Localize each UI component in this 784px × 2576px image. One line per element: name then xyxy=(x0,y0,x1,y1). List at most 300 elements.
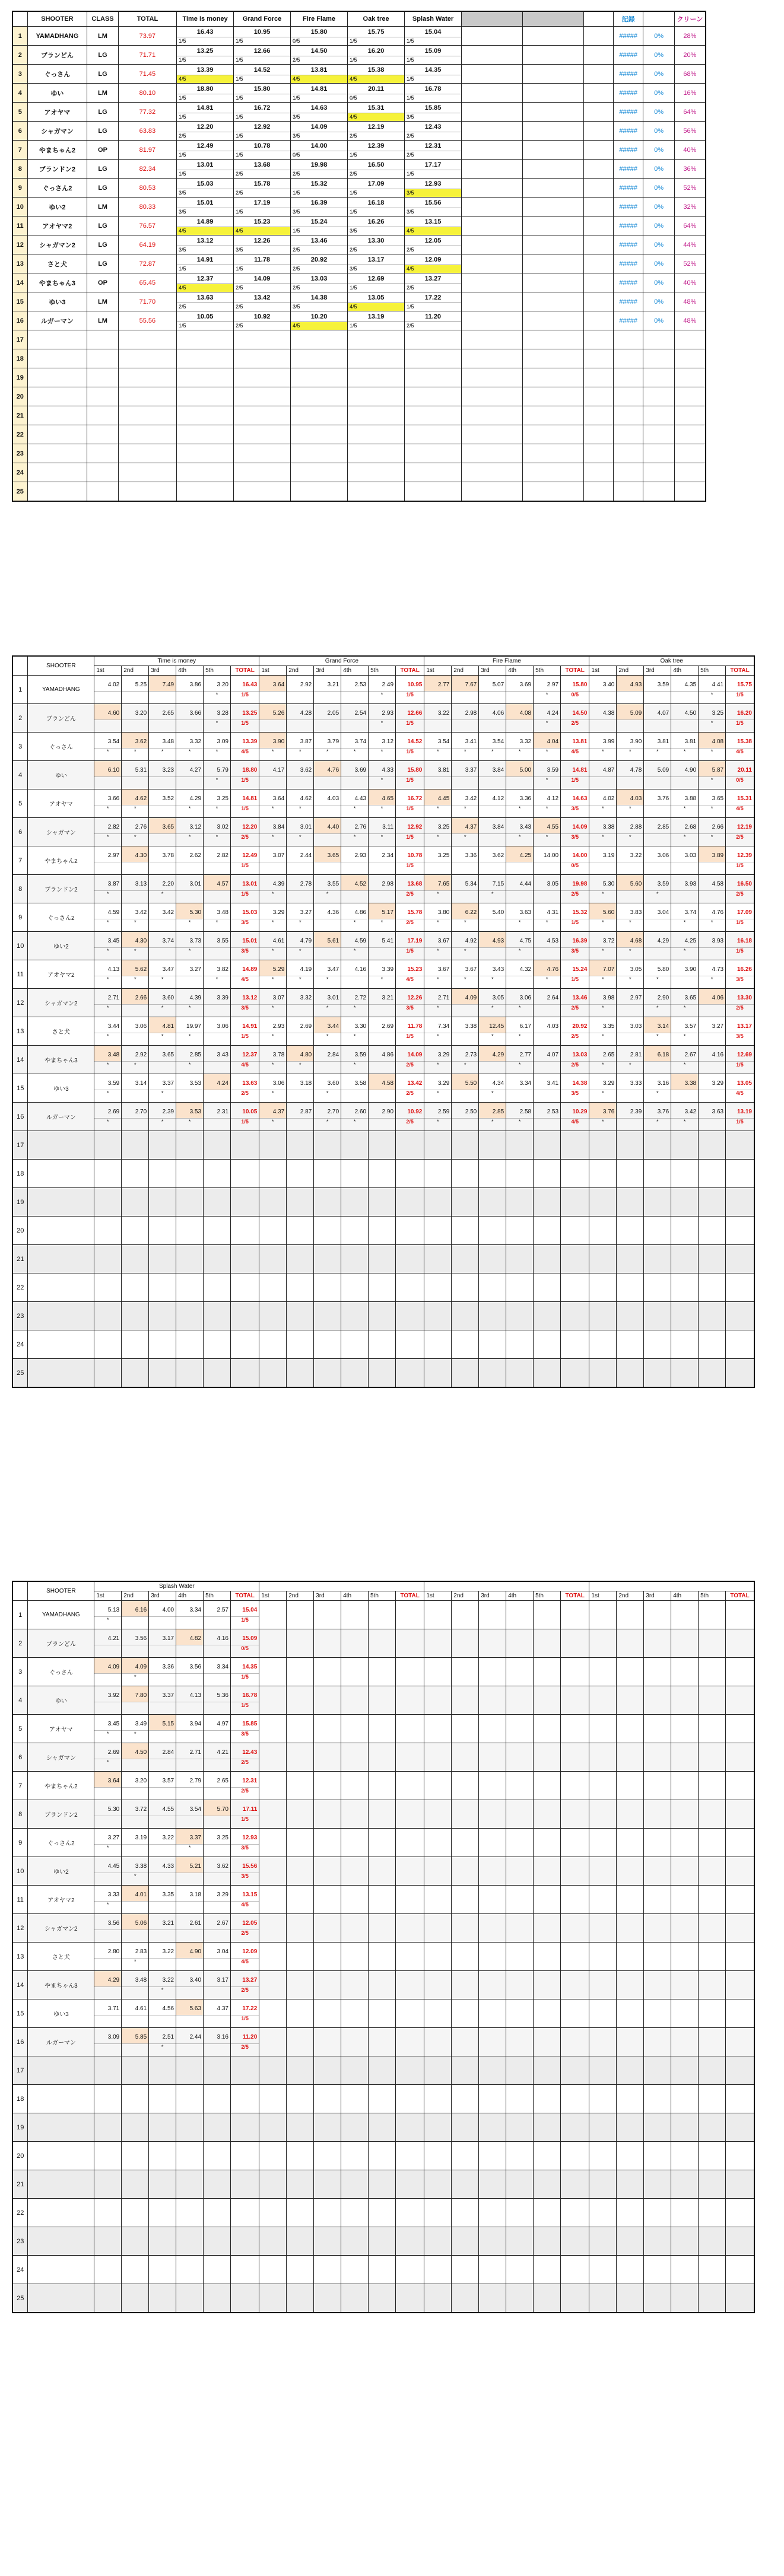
course-cell xyxy=(234,122,291,141)
course-hits: 1/5 xyxy=(407,38,414,44)
course-cell xyxy=(405,292,462,311)
shot-cell xyxy=(341,846,369,875)
course-cell-content xyxy=(291,292,347,311)
summary-row xyxy=(12,198,706,216)
summary-row xyxy=(12,27,706,46)
shot-mark xyxy=(314,834,341,846)
shot-mark: * xyxy=(491,1004,494,1011)
shot-content xyxy=(534,989,560,1017)
blank-cell xyxy=(506,1629,534,1658)
shot-mark xyxy=(314,919,341,932)
shot-cell xyxy=(699,733,726,761)
shot-mark: * xyxy=(629,919,631,925)
blank-cell xyxy=(424,2199,452,2227)
summary-row xyxy=(12,311,706,330)
group-total-hits: 1/5 xyxy=(406,833,414,840)
shot-mark xyxy=(671,862,698,875)
shot-content xyxy=(259,846,286,874)
shot-content xyxy=(94,1800,121,1828)
shot-time: 3.09 xyxy=(204,733,230,749)
blank-cell xyxy=(699,1829,726,1857)
shot-mark xyxy=(534,1119,560,1131)
course-hits: 1/5 xyxy=(236,133,243,139)
course-cell-content xyxy=(234,198,290,216)
blank-cell xyxy=(506,1245,534,1273)
shot-content xyxy=(341,818,368,846)
course-cell-content xyxy=(234,160,290,178)
group-total-cell xyxy=(561,989,589,1017)
blank-cell xyxy=(452,1217,479,1245)
detail-empty-row xyxy=(12,1188,754,1217)
shot-content xyxy=(341,932,368,960)
shot-time: 2.53 xyxy=(341,676,368,692)
blank-cell xyxy=(341,1914,369,1943)
blank-cell xyxy=(522,349,583,368)
shot-content xyxy=(617,818,643,846)
shot-mark: * xyxy=(491,748,494,754)
shot-content xyxy=(506,789,533,817)
shot-cell xyxy=(534,989,561,1017)
group-total-time: 13.42 xyxy=(396,1074,424,1090)
total-content xyxy=(231,1103,259,1131)
shot-mark: * xyxy=(437,1004,439,1011)
shot-mark xyxy=(506,692,533,704)
shot-content xyxy=(617,875,643,903)
shot-content xyxy=(452,1017,478,1045)
blank-cell xyxy=(149,1217,176,1245)
course-time: 15.78 xyxy=(234,179,290,189)
blank-cell xyxy=(479,1743,506,1772)
shot-mark: * xyxy=(683,805,686,811)
shot-cell xyxy=(204,1829,231,1857)
course-time: 11.20 xyxy=(405,311,461,322)
blank-cell xyxy=(561,1829,589,1857)
course-time: 15.04 xyxy=(405,27,461,37)
group-total-hits: 4/5 xyxy=(736,1090,744,1096)
shot-content xyxy=(314,733,341,760)
blank-cell xyxy=(452,1715,479,1743)
course-time: 14.63 xyxy=(291,103,347,113)
blank-cell xyxy=(452,1857,479,1886)
course-time: 12.66 xyxy=(234,46,290,56)
detail-row xyxy=(12,960,754,989)
shot-cell xyxy=(699,704,726,733)
shot-mark xyxy=(479,862,506,875)
blank-cell xyxy=(424,1715,452,1743)
total-time: 63.83 xyxy=(118,122,176,141)
shot-content xyxy=(204,932,230,960)
course-cell xyxy=(348,160,405,179)
shot-content xyxy=(94,1829,121,1857)
blank-cell xyxy=(561,1943,589,1971)
shot-cell xyxy=(644,704,671,733)
shot-content xyxy=(204,733,230,760)
row-number: 7 xyxy=(12,1772,28,1800)
shot-cell xyxy=(122,903,149,932)
blank-cell xyxy=(506,1772,534,1800)
shot-content xyxy=(204,789,230,817)
shot-cell xyxy=(149,1743,176,1772)
shot-time: 3.14 xyxy=(122,1074,148,1090)
detail-empty-row xyxy=(12,2170,754,2199)
course-hits: 1/5 xyxy=(236,114,243,120)
blank-cell xyxy=(424,1359,452,1388)
summary-header-row xyxy=(12,11,706,27)
course-hits: 1/5 xyxy=(179,114,186,120)
shot-cell xyxy=(259,761,287,789)
course-cell-content xyxy=(405,273,461,292)
shot-time: 2.65 xyxy=(149,704,176,720)
shot-mark xyxy=(176,1987,203,1999)
blank-cell xyxy=(149,1273,176,1302)
shot-time: 4.13 xyxy=(94,960,121,976)
group-total-hits: 4/5 xyxy=(406,976,414,982)
shot-cell xyxy=(176,989,204,1017)
shot-time: 4.29 xyxy=(176,789,203,805)
total-content xyxy=(561,960,589,988)
shot-cell xyxy=(204,704,231,733)
shot-cell xyxy=(671,676,699,704)
shot-cell xyxy=(94,1743,122,1772)
shot-cell xyxy=(204,676,231,704)
blank-cell xyxy=(726,2227,754,2256)
course-cell xyxy=(291,141,348,160)
shot-time: 3.29 xyxy=(589,1074,616,1090)
shooter-class: OP xyxy=(87,273,119,292)
group-total-hits: 1/5 xyxy=(241,1616,249,1623)
blank-cell xyxy=(462,387,523,406)
shot-cell xyxy=(452,903,479,932)
shot-content xyxy=(617,903,643,931)
shot-content xyxy=(259,932,286,960)
group-total-cell xyxy=(396,733,424,761)
blank-cell xyxy=(452,2199,479,2227)
shot-time: 3.19 xyxy=(589,846,616,862)
header-shot: 1st xyxy=(589,1591,617,1601)
shot-content xyxy=(149,1103,176,1131)
shot-cell xyxy=(589,676,617,704)
shot-mark: * xyxy=(188,833,191,840)
shot-content xyxy=(149,1629,176,1657)
shot-cell xyxy=(122,1103,149,1131)
course-hits: 1/5 xyxy=(350,152,357,158)
summary-empty-row xyxy=(12,463,706,482)
shot-time: 3.07 xyxy=(259,989,286,1005)
blank-cell xyxy=(561,2142,589,2170)
blank-cell xyxy=(534,2256,561,2284)
shot-mark: * xyxy=(437,833,439,840)
blank-cell xyxy=(395,2085,424,2113)
shot-cell xyxy=(94,704,122,733)
blank-cell xyxy=(259,1330,287,1359)
shot-time: 5.13 xyxy=(94,1601,121,1617)
shot-mark xyxy=(204,1033,230,1046)
shot-time: 4.81 xyxy=(149,1017,176,1033)
blank-cell xyxy=(341,1302,369,1330)
blank-cell xyxy=(561,2256,589,2284)
shot-cell xyxy=(149,733,176,761)
blank-cell xyxy=(259,1273,287,1302)
blank-cell xyxy=(176,2170,204,2199)
shot-time: 5.25 xyxy=(122,676,148,692)
blank-cell xyxy=(452,1999,479,2028)
shot-time: 2.44 xyxy=(287,846,313,862)
blank-cell xyxy=(583,65,613,84)
blank-cell xyxy=(671,1359,699,1388)
course-time: 15.75 xyxy=(348,27,404,37)
total-content xyxy=(561,789,589,817)
shot-mark: * xyxy=(107,919,109,925)
blank-cell xyxy=(287,1943,314,1971)
blank-cell xyxy=(118,463,176,482)
shot-time: 3.53 xyxy=(176,1074,203,1090)
blank-cell xyxy=(452,1359,479,1388)
shot-cell xyxy=(589,733,617,761)
header-shot: TOTAL xyxy=(561,666,589,676)
shot-mark xyxy=(176,1816,203,1829)
shooter-class: LG xyxy=(87,65,119,84)
shot-mark: * xyxy=(134,1873,137,1879)
blank-cell xyxy=(424,2113,452,2142)
blank-cell xyxy=(122,1160,149,1188)
shot-cell xyxy=(122,1914,149,1943)
blank-cell xyxy=(561,1629,589,1658)
shot-mark: * xyxy=(161,2043,164,2050)
blank-cell xyxy=(231,2056,259,2085)
row-number: 3 xyxy=(12,65,27,84)
blank-cell xyxy=(395,1800,424,1829)
blank-cell xyxy=(314,2227,341,2256)
group-total-cell xyxy=(726,989,754,1017)
total-content xyxy=(231,903,259,931)
shot-content xyxy=(287,989,313,1017)
shot-content xyxy=(589,1103,616,1131)
course-hits: 4/5 xyxy=(405,265,461,273)
shot-cell xyxy=(259,846,287,875)
blank-cell xyxy=(424,1629,452,1658)
blank-cell xyxy=(118,368,176,387)
shot-mark xyxy=(452,1005,478,1017)
shot-cell xyxy=(369,875,396,903)
shot-mark xyxy=(589,777,616,789)
shot-content xyxy=(204,1857,230,1885)
shooter-class: LG xyxy=(87,122,119,141)
blank-cell xyxy=(479,1131,506,1160)
blank-cell xyxy=(118,406,176,425)
group-total-hits: 3/5 xyxy=(736,976,744,982)
shot-cell xyxy=(122,1999,149,2028)
shot-mark xyxy=(94,862,121,875)
course-cell xyxy=(234,65,291,84)
course-hits: 1/5 xyxy=(407,95,414,101)
group-total-hits: 4/5 xyxy=(571,748,579,754)
total-content xyxy=(231,932,259,960)
header-shot: 5th xyxy=(534,1591,561,1601)
shot-content xyxy=(369,676,395,703)
blank-cell xyxy=(671,1273,699,1302)
record-percent: 0% xyxy=(643,198,675,216)
shot-mark xyxy=(204,1902,230,1914)
shot-mark: * xyxy=(629,833,631,840)
blank-cell xyxy=(643,387,675,406)
shot-cell xyxy=(424,733,452,761)
blank-cell xyxy=(644,2170,671,2199)
blank-cell xyxy=(396,1217,424,1245)
blank-cell xyxy=(291,425,348,444)
group-total-time: 16.26 xyxy=(726,960,754,976)
shot-cell xyxy=(122,1943,149,1971)
course-hits: 2/5 xyxy=(350,247,357,253)
blank-cell xyxy=(614,444,643,463)
shot-mark: * xyxy=(272,833,274,840)
shot-content xyxy=(259,1046,286,1074)
row-number: 12 xyxy=(12,235,27,254)
shot-mark xyxy=(341,976,368,989)
header-shot: 4th xyxy=(176,666,204,676)
shot-mark: * xyxy=(683,748,686,754)
blank-cell xyxy=(424,2256,452,2284)
blank-cell xyxy=(314,1914,341,1943)
course-time: 15.80 xyxy=(291,27,347,37)
total-content xyxy=(561,761,589,789)
group-total-cell xyxy=(726,733,754,761)
blank-cell xyxy=(118,425,176,444)
shot-mark xyxy=(671,1090,698,1103)
shot-mark: * xyxy=(161,976,164,982)
shot-mark: * xyxy=(326,1033,329,1039)
shot-cell xyxy=(534,932,561,960)
shot-cell xyxy=(424,875,452,903)
shot-mark xyxy=(589,862,616,875)
course-cell-content xyxy=(234,235,290,254)
shot-content xyxy=(176,903,203,931)
clean-percent: 32% xyxy=(674,198,706,216)
blank-cell xyxy=(94,1131,122,1160)
blank-cell xyxy=(452,1800,479,1829)
shot-time: 4.37 xyxy=(259,1103,286,1119)
total-time: 77.32 xyxy=(118,103,176,122)
shot-mark xyxy=(479,919,506,932)
total-content xyxy=(726,846,754,874)
shot-time: 2.54 xyxy=(341,704,368,720)
shot-cell xyxy=(479,960,506,989)
course-cell-content xyxy=(405,216,461,235)
shot-time: 4.27 xyxy=(176,761,203,777)
shot-cell xyxy=(94,1658,122,1686)
course-time: 15.01 xyxy=(177,198,233,208)
shot-content xyxy=(122,2028,148,2056)
shot-content xyxy=(122,903,148,931)
blank-cell xyxy=(671,1658,699,1686)
shot-time: 4.93 xyxy=(617,676,643,692)
shot-cell xyxy=(149,1658,176,1686)
course-time: 14.91 xyxy=(177,254,233,265)
blank-cell xyxy=(424,1857,452,1886)
blank-cell xyxy=(671,1302,699,1330)
shot-time: 3.64 xyxy=(259,789,286,805)
shot-time: 3.05 xyxy=(534,875,560,891)
course-cell xyxy=(291,273,348,292)
shot-time: 3.17 xyxy=(149,1629,176,1645)
shot-content xyxy=(671,761,698,789)
total-content xyxy=(726,1046,754,1074)
group-total-cell xyxy=(396,846,424,875)
summary-empty-row xyxy=(12,368,706,387)
shot-time: 7.67 xyxy=(452,676,478,692)
shot-mark xyxy=(122,720,148,733)
course-cell xyxy=(405,160,462,179)
blank-cell xyxy=(671,2170,699,2199)
shot-cell xyxy=(122,932,149,960)
blank-cell xyxy=(726,1131,754,1160)
shot-time: 5.85 xyxy=(122,2028,148,2044)
shot-time: 2.60 xyxy=(341,1103,368,1119)
shot-time: 2.83 xyxy=(122,1943,148,1959)
shot-time: 2.67 xyxy=(204,1914,230,1930)
summary-empty-row xyxy=(12,387,706,406)
blank-cell xyxy=(583,482,613,502)
shot-content xyxy=(671,1074,698,1102)
shot-cell xyxy=(479,1074,506,1103)
shot-content xyxy=(94,1658,121,1686)
blank-cell xyxy=(287,1886,314,1914)
blank-cell xyxy=(617,1188,644,1217)
shot-mark: * xyxy=(161,1004,164,1011)
blank-cell xyxy=(644,1686,671,1715)
shot-mark: * xyxy=(134,1958,137,1964)
shot-mark: * xyxy=(215,748,218,754)
shot-mark xyxy=(259,862,286,875)
blank-cell xyxy=(583,444,613,463)
blank-cell xyxy=(671,1857,699,1886)
blank-cell xyxy=(452,1772,479,1800)
shot-time: 2.50 xyxy=(452,1103,478,1119)
shot-time: 3.23 xyxy=(149,761,176,777)
blank-cell xyxy=(395,1943,424,1971)
detail-row xyxy=(12,789,754,818)
shot-time: 4.92 xyxy=(452,932,478,948)
blank-cell xyxy=(699,1800,726,1829)
shot-cell xyxy=(617,989,644,1017)
shot-time: 3.80 xyxy=(424,903,451,919)
shot-cell xyxy=(287,1017,314,1046)
course-time: 10.78 xyxy=(234,141,290,151)
blank-cell xyxy=(424,1943,452,1971)
course-hits: 2/5 xyxy=(293,171,300,177)
shot-content xyxy=(369,989,395,1017)
shot-content xyxy=(341,789,368,817)
group-total-time: 12.43 xyxy=(231,1743,259,1759)
shot-time: 3.05 xyxy=(617,960,643,976)
blank-cell xyxy=(479,1188,506,1217)
row-number: 4 xyxy=(12,84,27,103)
blank-cell xyxy=(726,1217,754,1245)
blank-cell xyxy=(462,349,523,368)
blank-cell xyxy=(699,1658,726,1686)
group-total-cell xyxy=(561,704,589,733)
group-total-time: 15.01 xyxy=(231,932,259,948)
header-shot: 1st xyxy=(94,1591,122,1601)
shot-time: 4.25 xyxy=(506,846,533,862)
shot-time: 3.29 xyxy=(424,1046,451,1062)
blank-cell xyxy=(674,444,706,463)
shot-content xyxy=(452,761,478,789)
shot-content xyxy=(369,789,395,817)
blank-cell xyxy=(452,2142,479,2170)
group-total-cell xyxy=(396,1046,424,1074)
shot-content xyxy=(699,733,725,760)
shot-time: 3.42 xyxy=(149,903,176,919)
